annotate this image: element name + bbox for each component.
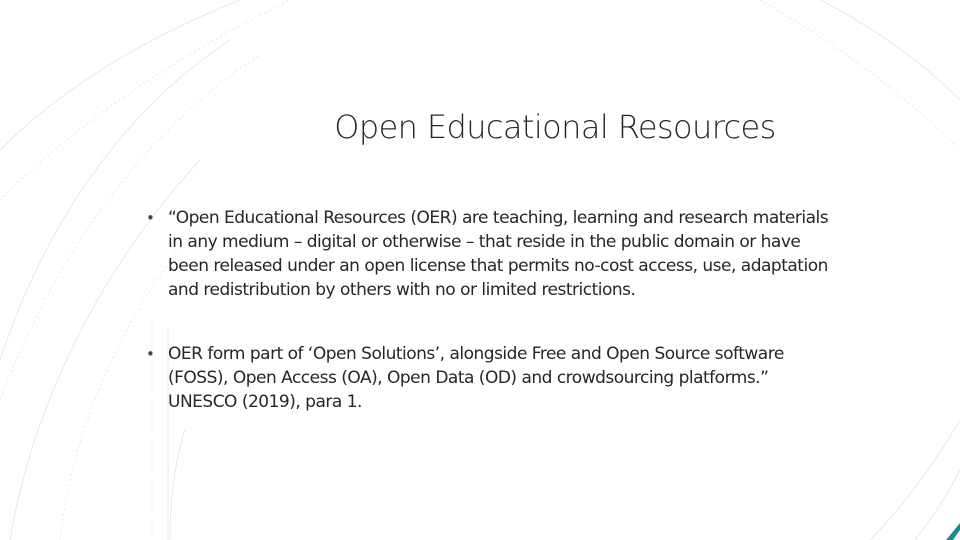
bullet-text: OER form part of ‘Open Solutions’, alongside Free and Open Source software (FOSS), Open Access (OA), Open Data (OD) and crowdsourcing platforms.” UNESCO (2019), para 1. xyxy=(168,344,784,412)
bullet-item xyxy=(140,206,840,302)
bullet-item xyxy=(140,342,840,414)
bullet-text: “Open Educational Resources (OER) are teaching, learning and research materials in any medium – digital or otherwise – that reside in the public domain or have been released under an open license that permits no-cost access, use, adaptation and redistribution by others with no or limited restrictions. xyxy=(168,208,829,300)
bullet-icon: • xyxy=(146,209,155,227)
slide-title: Open Educational Resources xyxy=(334,108,776,146)
bullet-icon: • xyxy=(146,345,155,363)
accent-chevron xyxy=(946,523,960,540)
bullet-list xyxy=(140,206,840,414)
